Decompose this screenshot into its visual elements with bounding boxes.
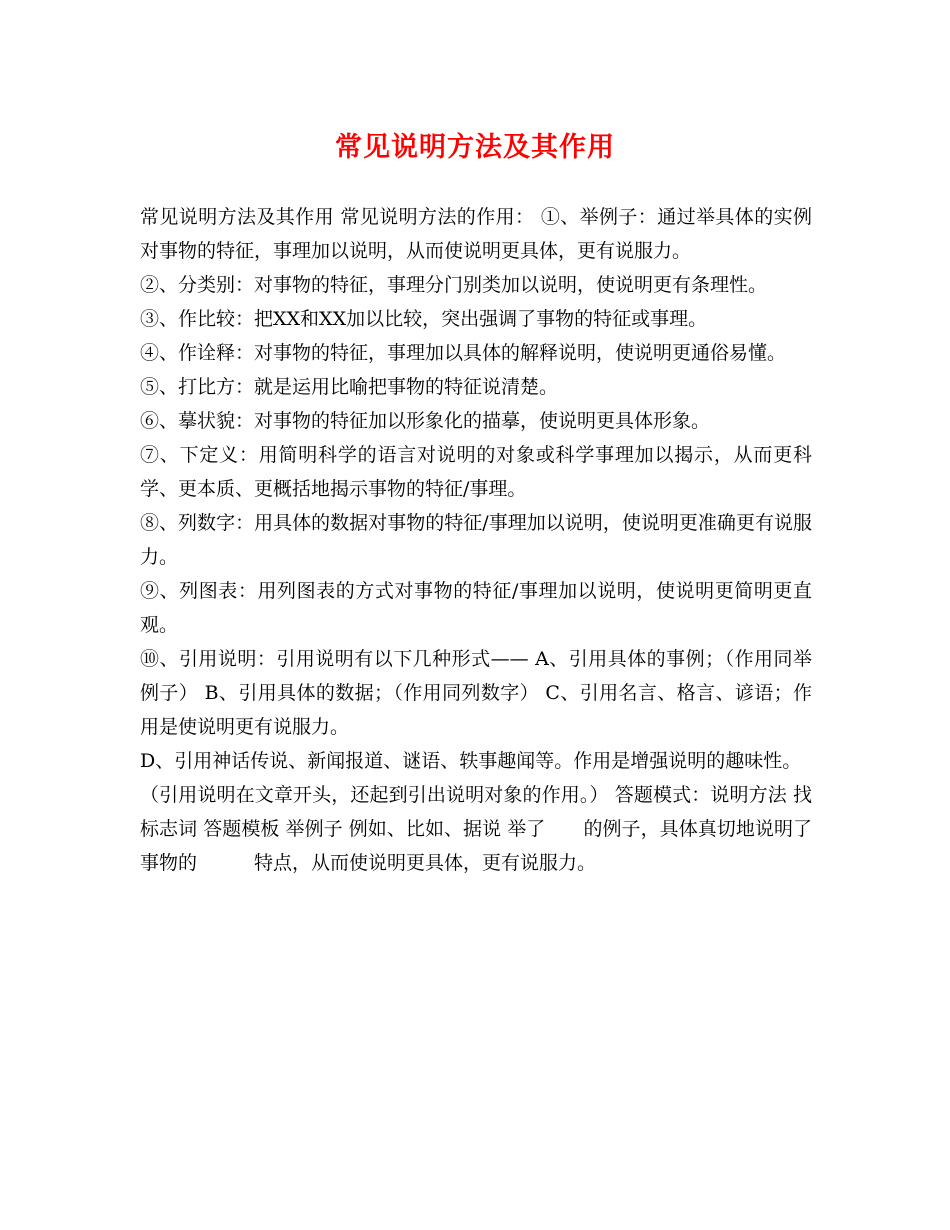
paragraph-citation: ⑩、引用说明：引用说明有以下几种形式—— A、引用具体的事例；（作用同举例子） B、引用具体的数据；（作用同列数字） C、引用名言、格言、谚语；作用是使说明更有说服力。 (140, 648, 812, 738)
document-title: 常见说明方法及其作用 (335, 132, 615, 163)
paragraph-explanation: ④、作诠释：对事物的特征，事理加以具体的解释说明，使说明更通俗易懂。 (140, 342, 787, 364)
paragraph-charts: ⑨、列图表：用列图表的方式对事物的特征/事理加以说明，使说明更简明更直观。 (140, 580, 812, 636)
paragraph-definition: ⑦、下定义：用简明科学的语言对说明的对象或科学事理加以揭示，从而更科学、更本质、更概括地揭示事物的特征/事理。 (140, 444, 812, 500)
paragraph-numbers: ⑧、列数字：用具体的数据对事物的特征/事理加以说明，使说明更准确更有说服力。 (140, 512, 812, 568)
document-body (140, 200, 812, 880)
paragraph-intro-example: 常见说明方法及其作用 常见说明方法的作用： ①、举例子：通过举具体的实例对事物的特征，事理加以说明，从而使说明更具体，更有说服力。 (140, 206, 812, 262)
paragraph-citation-d: D、引用神话传说、新闻报道、谜语、轶事趣闻等。作用是增强说明的趣味性。 (140, 750, 802, 772)
paragraph-classification: ②、分类别：对事物的特征，事理分门别类加以说明，使说明更有条理性。 (140, 274, 768, 296)
paragraph-answer-template: （引用说明在文章开头，还起到引出说明对象的作用。） 答题模式：说明方法 找标志词 答题模板 举例子 例如、比如、据说 举了 的例子，具体真切地说明了事物的 特点，从而使说明更具体，更有说服力。 (140, 784, 812, 874)
paragraph-metaphor: ⑤、打比方：就是运用比喻把事物的特征说清楚。 (140, 376, 559, 398)
paragraph-comparison: ③、作比较：把XX和XX加以比较，突出强调了事物的特征或事理。 (140, 308, 708, 330)
paragraph-description: ⑥、摹状貌：对事物的特征加以形象化的描摹，使说明更具体形象。 (140, 410, 711, 432)
